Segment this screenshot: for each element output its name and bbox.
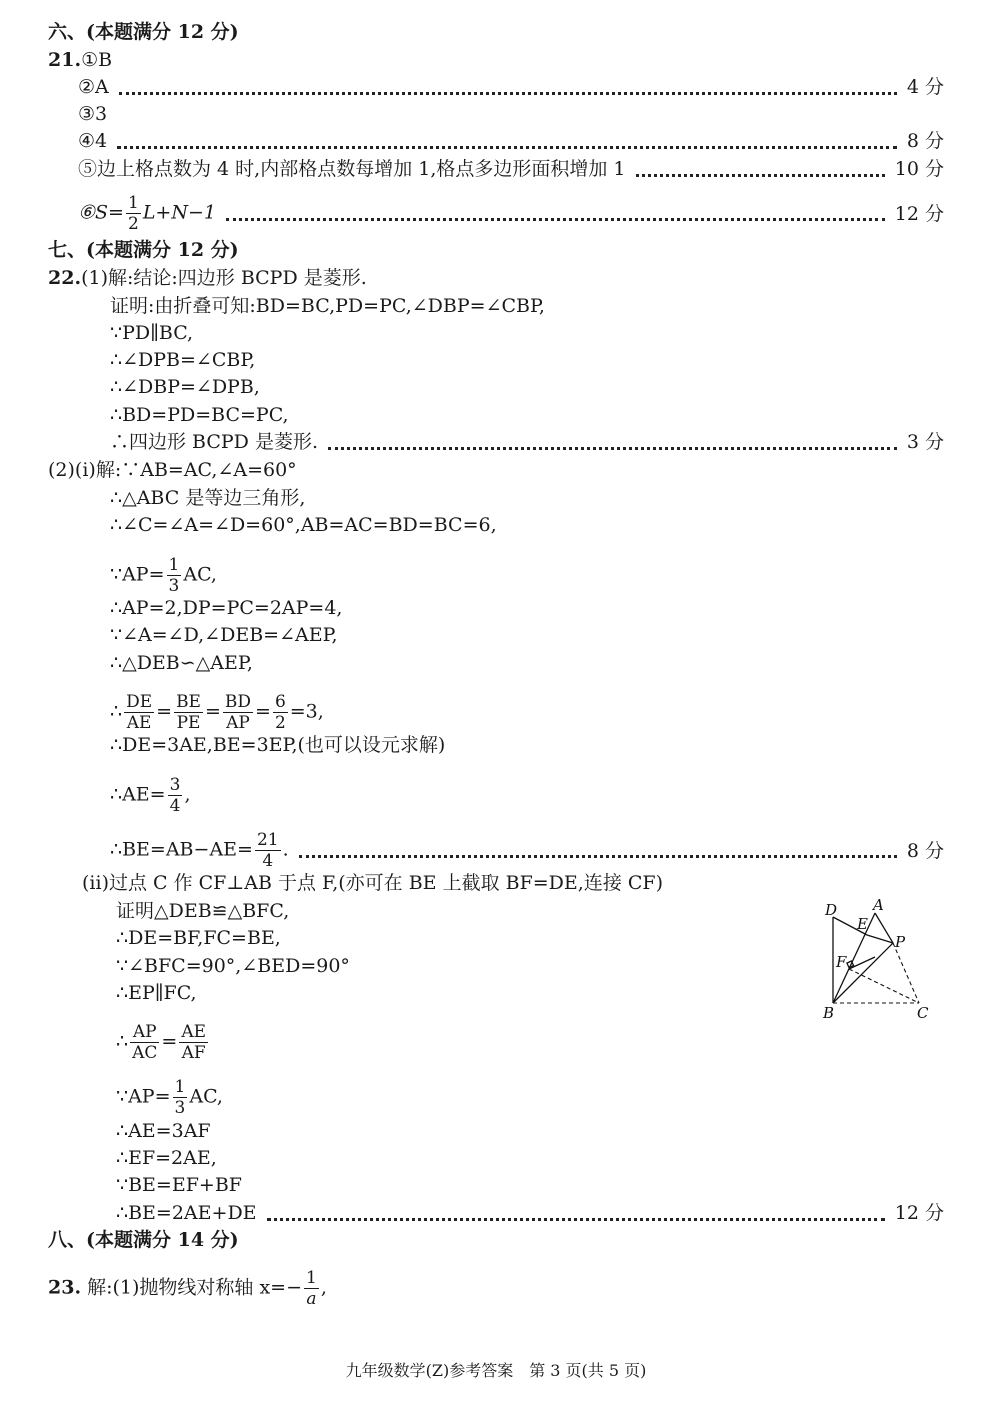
q22-first-line: 22.(1)解:结论:四边形 BCPD 是菱形. xyxy=(48,267,367,289)
score-8: 8 分 xyxy=(906,130,944,152)
q22-p2ii-line: ∴AE=3AF xyxy=(116,1120,211,1142)
label-D: D xyxy=(825,901,838,919)
leader-dots xyxy=(299,855,897,858)
leader-dots xyxy=(636,174,885,177)
q22-p2i-line: ∴△ABC 是等边三角形, xyxy=(110,487,306,509)
q23-number: 23. xyxy=(48,1276,82,1299)
leader-dots xyxy=(226,218,885,221)
leader-dots xyxy=(328,447,897,450)
score-10: 10 分 xyxy=(894,158,944,180)
leader-dots xyxy=(267,1218,885,1221)
label-E: E xyxy=(857,915,868,933)
q21-first-line xyxy=(48,48,112,72)
q22-p2i-line: ∴AE= $\frac{3}{4}$ , xyxy=(110,775,191,816)
q21-number: 21. xyxy=(48,49,82,71)
q22-p2i-ratio-line: ∴ $\frac{DE}{AE}$ = $\frac{BE}{PE}$ = $\frac{BD}{AP}$ = $\frac{6}{2}$ =3, xyxy=(110,692,324,733)
leader-dots xyxy=(119,92,897,95)
q22-p2ii-ratio-line: ∴ $\frac{AP}{AC}$ = $\frac{AE}{AF}$ xyxy=(116,1022,206,1063)
q21-item-4-row xyxy=(78,129,944,153)
label-C: C xyxy=(917,1004,929,1022)
label-A: A xyxy=(873,896,884,914)
score-12b: 12 分 xyxy=(894,1202,944,1224)
q22-p2ii-line: ∵∠BFC=90°,∠BED=90° xyxy=(116,955,350,977)
fraction: $\frac{1}{3}$ xyxy=(168,555,180,596)
q22-p2i-line: ∴AP=2,DP=PC=2AP=4, xyxy=(110,597,343,619)
q22-proof-line: ∴∠DBP=∠DPB, xyxy=(110,376,260,398)
q22-p2ii-line: 证明△DEB≌△BFC, xyxy=(116,900,290,922)
q22-p2ii-conclusion-row: ∴BE=2AE+DE 12 分 xyxy=(116,1202,944,1224)
q22-p2ii-line: ∴DE=BF,FC=BE, xyxy=(116,927,281,949)
label-B: B xyxy=(823,1004,835,1022)
q22-p2ii-line: (ii)过点 C 作 CF⊥AB 于点 F,(亦可在 BE 上截取 BF=DE,连接 CF) xyxy=(82,872,663,894)
q21-item-1: ①B xyxy=(81,49,113,71)
q22-p2ii-line: ∴EP∥FC, xyxy=(116,982,197,1004)
q21-item-5-row xyxy=(78,157,944,181)
geometry-figure xyxy=(815,895,945,1025)
q22-p2i-line: ∴∠C=∠A=∠D=60°,AB=AC=BD=BC=6, xyxy=(110,514,497,536)
q21-item-2-row xyxy=(78,75,944,99)
q21-item-3: ③3 xyxy=(78,103,108,125)
q21-item-4: ④4 xyxy=(78,130,108,152)
section-6-title: 六、(本题满分 12 分) xyxy=(48,21,239,43)
score-4: 4 分 xyxy=(906,76,944,98)
score-8b: 8 分 xyxy=(906,839,944,862)
q22-proof-line: 证明:由折叠可知:BD=BC,PD=PC,∠DBP=∠CBP, xyxy=(110,295,545,317)
q23-line: 23. 解:(1)抛物线对称轴 x=− $\frac{1}{a}$ , xyxy=(48,1268,327,1309)
q22-p2i-line: (2)(i)解:∵AB=AC,∠A=60° xyxy=(48,459,297,481)
label-P: P xyxy=(895,933,906,951)
score-3: 3 分 xyxy=(906,431,944,453)
q21-item-5: ⑤边上格点数为 4 时,内部格点数每增加 1,格点多边形面积增加 1 xyxy=(78,158,626,180)
q22-number: 22. xyxy=(48,267,82,289)
q22-p2i-conclusion-row: ∴BE=AB−AE= $\frac{21}{4}$ . 8 分 xyxy=(110,830,944,871)
q22-proof-line: ∴∠DPB=∠CBP, xyxy=(110,349,256,371)
q22-p2i-line: ∴△DEB∽△AEP, xyxy=(110,652,253,674)
q22-proof-line: ∵PD∥BC, xyxy=(110,322,194,344)
label-F: F xyxy=(836,953,847,971)
q22-p2i-line: ∵AP= $\frac{1}{3}$ AC, xyxy=(110,555,217,596)
q22-p1-conclusion-row: ∴四边形 BCPD 是菱形. 3 分 xyxy=(110,431,944,453)
q21-item-6: ⑥S= $\frac{1}{2}$ L+N−1 xyxy=(78,193,216,234)
q22-proof-line: ∴BD=PD=BC=PC, xyxy=(110,404,289,426)
q22-p2i-line: ∵∠A=∠D,∠DEB=∠AEP, xyxy=(110,624,338,646)
fraction: $\frac{1}{2}$ xyxy=(127,193,139,234)
section-8-title: 八、(本题满分 14 分) xyxy=(48,1229,239,1251)
page-footer: 九年级数学(Z)参考答案 第 3 页(共 5 页) xyxy=(345,1361,647,1380)
q21-item-6-row xyxy=(78,193,944,234)
q21-item-2: ②A xyxy=(78,76,109,98)
section-7-title: 七、(本题满分 12 分) xyxy=(48,239,239,261)
q22-p2i-line: ∴DE=3AE,BE=3EP,(也可以设元求解) xyxy=(110,734,446,756)
q22-p2ii-line: ∴EF=2AE, xyxy=(116,1147,217,1169)
q22-p2ii-line: ∵BE=EF+BF xyxy=(116,1174,242,1196)
q22-p2ii-line: ∵AP= $\frac{1}{3}$ AC, xyxy=(116,1077,223,1118)
leader-dots xyxy=(117,146,897,149)
score-12: 12 分 xyxy=(894,202,944,225)
